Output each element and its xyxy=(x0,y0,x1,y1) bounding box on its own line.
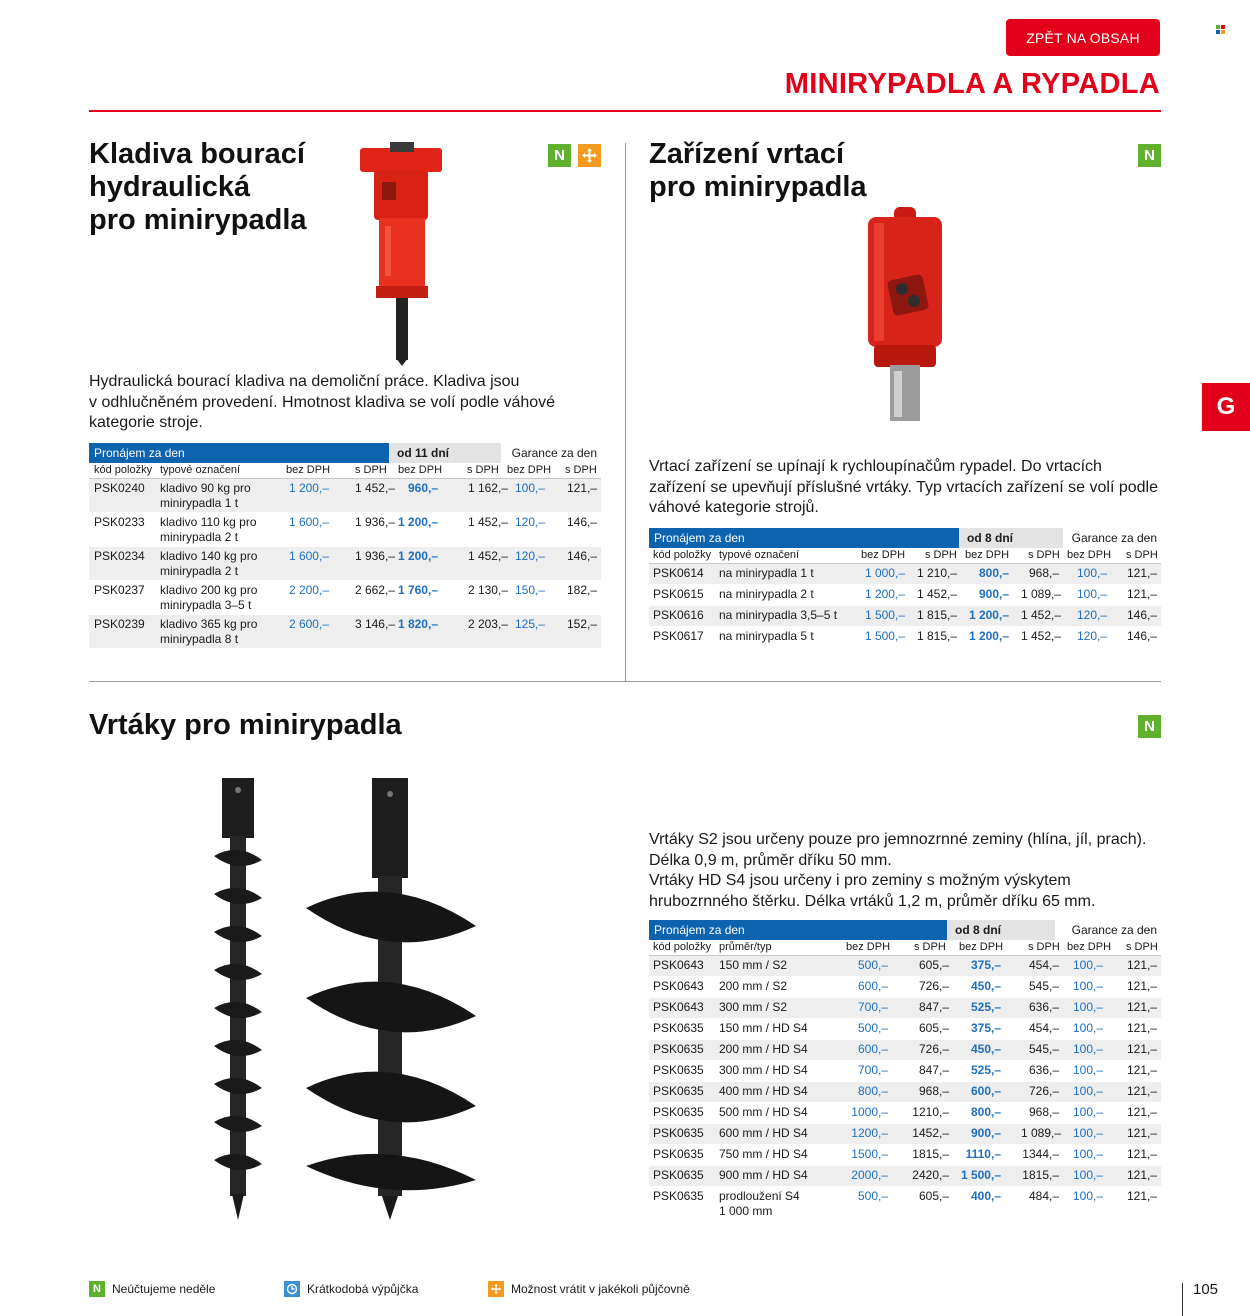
price-period: 960,– xyxy=(407,481,438,495)
guarantee-vat: 146,– xyxy=(1126,629,1157,643)
item-code: PSK0635 xyxy=(653,1105,704,1119)
guarantee: 125,– xyxy=(514,617,545,631)
price-rent: 2 200,– xyxy=(288,583,329,597)
item-name: kladivo 365 kg pro xyxy=(160,617,258,631)
guarantee: 100,– xyxy=(1076,566,1107,580)
price-rent: 500,– xyxy=(857,1189,888,1203)
item-code: PSK0614 xyxy=(653,566,704,580)
move-icon xyxy=(488,1281,504,1297)
price-period-vat: 968,– xyxy=(1028,566,1059,580)
guarantee: 150,– xyxy=(514,583,545,597)
price-rent-vat: 1 815,– xyxy=(917,608,958,622)
price-period-vat: 1344,– xyxy=(1022,1147,1059,1161)
item-name: 900 mm / HD S4 xyxy=(719,1168,808,1182)
item-code: PSK0237 xyxy=(94,583,145,597)
move-icon xyxy=(578,144,601,167)
rent-header: Pronájem za den xyxy=(89,443,389,463)
price-period: 1 200,– xyxy=(968,629,1009,643)
price-period-vat: 484,– xyxy=(1028,1189,1059,1203)
item-name: kladivo 140 kg pro xyxy=(160,549,258,563)
page-number-divider xyxy=(1182,1283,1183,1316)
drills-price-table xyxy=(649,528,1161,648)
price-period: 450,– xyxy=(970,1042,1001,1056)
price-rent-vat: 847,– xyxy=(918,1000,949,1014)
price-rent-vat: 1 452,– xyxy=(354,481,395,495)
item-name-line2: minirypadla 2 t xyxy=(160,564,239,578)
breakers-title: Kladiva bourací hydraulická pro minirypadla xyxy=(89,138,307,236)
price-rent: 1 500,– xyxy=(864,629,905,643)
short-rental-icon xyxy=(284,1281,300,1297)
price-rent: 800,– xyxy=(857,1084,888,1098)
guarantee: 120,– xyxy=(1076,608,1107,622)
column-headers: kód položky průměr/typ bez DPH s DPH bez DPH s DPH bez DPH s DPH xyxy=(649,940,1161,956)
price-period-vat: 454,– xyxy=(1028,1021,1059,1035)
item-code: PSK0635 xyxy=(653,1042,704,1056)
column-headers: kód položky typové označení bez DPH s DPH bez DPH s DPH bez DPH s DPH xyxy=(89,463,601,479)
augers-price-table xyxy=(649,920,1161,1219)
item-code: PSK0635 xyxy=(653,1084,704,1098)
price-rent: 1 200,– xyxy=(864,587,905,601)
item-name-line2: minirypadla 8 t xyxy=(160,632,239,646)
price-period: 1 200,– xyxy=(968,608,1009,622)
guarantee: 100,– xyxy=(1072,1063,1103,1077)
item-name: 150 mm / HD S4 xyxy=(719,1021,808,1035)
augers-image xyxy=(210,776,480,1222)
item-name-line2: minirypadla 1 t xyxy=(160,496,239,510)
price-rent-vat: 726,– xyxy=(918,1042,949,1056)
item-code: PSK0643 xyxy=(653,1000,704,1014)
price-rent-vat: 726,– xyxy=(918,979,949,993)
breakers-description: Hydraulická bourací kladiva na demoliční práce. Kladiva jsou v odhlučněném provedení. Hmotnost kladiva se volí podle váhové kategorie stroje. xyxy=(89,373,556,431)
price-period-vat: 636,– xyxy=(1028,1063,1059,1077)
price-rent-vat: 1 936,– xyxy=(354,549,395,563)
item-code: PSK0635 xyxy=(653,1126,704,1140)
guarantee: 100,– xyxy=(1072,1168,1103,1182)
price-period: 1 200,– xyxy=(397,515,438,529)
price-period: 800,– xyxy=(978,566,1009,580)
item-code: PSK0240 xyxy=(94,481,145,495)
price-rent: 2 600,– xyxy=(288,617,329,631)
price-period-vat: 1815,– xyxy=(1022,1168,1059,1182)
item-code: PSK0239 xyxy=(94,617,145,631)
guarantee-vat: 121,– xyxy=(1126,1105,1157,1119)
price-rent: 1 200,– xyxy=(288,481,329,495)
table-row xyxy=(649,977,1161,998)
rent-header: Pronájem za den xyxy=(649,528,959,548)
item-name: 200 mm / S2 xyxy=(719,979,788,993)
table-row xyxy=(649,585,1161,606)
price-rent: 1 600,– xyxy=(288,549,329,563)
item-code: PSK0643 xyxy=(653,958,704,972)
drills-title: Zařízení vrtací pro minirypadla xyxy=(649,138,867,203)
guarantee: 100,– xyxy=(1072,1021,1103,1035)
guarantee-header: Garance za den xyxy=(1071,531,1157,545)
price-period-vat: 1 162,– xyxy=(467,481,508,495)
guarantee: 100,– xyxy=(1072,1042,1103,1056)
item-name: na minirypadla 3,5–5 t xyxy=(719,608,838,622)
breakers-price-table xyxy=(89,443,601,649)
guarantee: 100,– xyxy=(514,481,545,495)
price-period-vat: 2 130,– xyxy=(467,583,508,597)
period-header: od 8 dní xyxy=(947,920,1055,940)
period-header: od 8 dní xyxy=(959,528,1063,548)
legend-return-anywhere xyxy=(488,1281,690,1297)
guarantee: 100,– xyxy=(1072,1105,1103,1119)
price-rent-vat: 1 815,– xyxy=(917,629,958,643)
item-code: PSK0635 xyxy=(653,1021,704,1035)
price-period: 400,– xyxy=(970,1189,1001,1203)
guarantee: 120,– xyxy=(1076,629,1107,643)
price-rent: 600,– xyxy=(857,1042,888,1056)
table-row xyxy=(649,1103,1161,1124)
price-period: 1 820,– xyxy=(397,617,438,631)
price-period-vat: 1 452,– xyxy=(467,515,508,529)
no-sunday-badge: N xyxy=(548,144,571,167)
legend-label: Neúčtujeme neděle xyxy=(112,1282,216,1296)
table-row xyxy=(649,956,1161,977)
price-period-vat: 454,– xyxy=(1028,958,1059,972)
guarantee-vat: 121,– xyxy=(1126,1042,1157,1056)
guarantee-vat: 121,– xyxy=(1126,1021,1157,1035)
price-period-vat: 1 452,– xyxy=(1021,629,1062,643)
table-row xyxy=(649,1187,1161,1219)
item-name: 400 mm / HD S4 xyxy=(719,1084,808,1098)
price-rent: 1200,– xyxy=(851,1126,888,1140)
item-name: kladivo 90 kg pro xyxy=(160,481,251,495)
item-name: prodloužení S4 xyxy=(719,1189,800,1203)
price-rent-vat: 2 662,– xyxy=(354,583,395,597)
hydraulic-breaker-image xyxy=(352,140,448,366)
price-period-vat: 1 452,– xyxy=(1021,608,1062,622)
price-rent-vat: 1452,– xyxy=(912,1126,949,1140)
guarantee-vat: 146,– xyxy=(566,515,597,529)
price-rent-vat: 1210,– xyxy=(912,1105,949,1119)
guarantee: 100,– xyxy=(1072,1084,1103,1098)
guarantee-vat: 121,– xyxy=(1126,958,1157,972)
section-divider xyxy=(89,681,1161,682)
column-headers: kód položky typové označení bez DPH s DPH bez DPH s DPH bez DPH s DPH xyxy=(649,548,1161,564)
item-name: 150 mm / S2 xyxy=(719,958,788,972)
price-rent: 600,– xyxy=(857,979,888,993)
price-period: 1110,– xyxy=(965,1147,1001,1161)
guarantee: 120,– xyxy=(514,549,545,563)
guarantee: 100,– xyxy=(1072,1000,1103,1014)
table-row xyxy=(649,564,1161,585)
table-row xyxy=(649,606,1161,627)
guarantee-vat: 152,– xyxy=(566,617,597,631)
price-period-vat: 545,– xyxy=(1028,1042,1059,1056)
item-name: 500 mm / HD S4 xyxy=(719,1105,808,1119)
guarantee-vat: 121,– xyxy=(1126,1000,1157,1014)
guarantee: 100,– xyxy=(1072,1147,1103,1161)
item-code: PSK0635 xyxy=(653,1189,704,1203)
price-period: 900,– xyxy=(970,1126,1001,1140)
no-sunday-badge: N xyxy=(1138,144,1161,167)
price-period-vat: 726,– xyxy=(1028,1084,1059,1098)
price-period: 1 500,– xyxy=(960,1168,1001,1182)
price-period-vat: 2 203,– xyxy=(467,617,508,631)
item-code: PSK0643 xyxy=(653,979,704,993)
legend-label: Možnost vrátit v jakékoli půjčovně xyxy=(511,1282,690,1296)
item-name: 200 mm / HD S4 xyxy=(719,1042,808,1056)
column-divider xyxy=(625,143,626,681)
price-period-vat: 1 089,– xyxy=(1021,587,1062,601)
price-rent-vat: 2420,– xyxy=(912,1168,949,1182)
item-code: PSK0617 xyxy=(653,629,704,643)
price-rent-vat: 605,– xyxy=(918,1189,949,1203)
back-to-contents-button[interactable]: ZPĚT NA OBSAH xyxy=(1006,19,1160,56)
guarantee-vat: 121,– xyxy=(1126,1063,1157,1077)
guarantee: 100,– xyxy=(1072,1126,1103,1140)
legend-short-rental xyxy=(284,1281,418,1297)
item-code: PSK0616 xyxy=(653,608,704,622)
guarantee-vat: 121,– xyxy=(1126,979,1157,993)
table-row xyxy=(649,1145,1161,1166)
guarantee-vat: 121,– xyxy=(1126,587,1157,601)
guarantee-vat: 121,– xyxy=(1126,1084,1157,1098)
item-name: kladivo 110 kg pro xyxy=(160,515,257,529)
table-row xyxy=(649,1040,1161,1061)
guarantee: 100,– xyxy=(1072,979,1103,993)
price-rent-vat: 605,– xyxy=(918,1021,949,1035)
price-rent-vat: 605,– xyxy=(918,958,949,972)
price-period: 525,– xyxy=(970,1000,1001,1014)
price-rent: 1 000,– xyxy=(864,566,905,580)
price-period: 1 760,– xyxy=(397,583,438,597)
page-number: 105 xyxy=(1193,1281,1219,1298)
item-name-line2: minirypadla 3–5 t xyxy=(160,598,252,612)
table-row xyxy=(649,1082,1161,1103)
price-rent: 2000,– xyxy=(851,1168,888,1182)
guarantee-vat: 121,– xyxy=(1126,1147,1157,1161)
corner-logo-icon xyxy=(1216,25,1225,34)
guarantee-header: Garance za den xyxy=(1071,923,1157,937)
price-period-vat: 545,– xyxy=(1028,979,1059,993)
price-rent-vat: 1 452,– xyxy=(917,587,958,601)
price-period-vat: 968,– xyxy=(1028,1105,1059,1119)
price-rent-vat: 968,– xyxy=(918,1084,949,1098)
price-rent-vat: 847,– xyxy=(918,1063,949,1077)
price-period: 525,– xyxy=(970,1063,1001,1077)
table-row xyxy=(649,627,1161,648)
price-period: 600,– xyxy=(970,1084,1001,1098)
chapter-tab[interactable]: G xyxy=(1202,383,1250,431)
rent-header: Pronájem za den xyxy=(649,920,947,940)
price-rent-vat: 1 210,– xyxy=(917,566,958,580)
table-row xyxy=(649,1019,1161,1040)
price-rent: 700,– xyxy=(857,1000,888,1014)
no-sunday-badge: N xyxy=(89,1281,105,1297)
guarantee-vat: 121,– xyxy=(1126,566,1157,580)
table-row xyxy=(89,615,601,649)
table-row xyxy=(649,1166,1161,1187)
table-row xyxy=(89,513,601,547)
drill-attachment-image xyxy=(864,205,946,423)
item-code: PSK0635 xyxy=(653,1063,704,1077)
header-divider xyxy=(89,110,1161,112)
item-name: na minirypadla 2 t xyxy=(719,587,814,601)
legend-label: Krátkodobá výpůjčka xyxy=(307,1282,419,1296)
price-rent-vat: 1 936,– xyxy=(354,515,395,529)
guarantee: 120,– xyxy=(514,515,545,529)
guarantee-vat: 121,– xyxy=(1126,1189,1157,1203)
price-rent: 500,– xyxy=(857,1021,888,1035)
table-row xyxy=(89,581,601,615)
item-name-line2: 1 000 mm xyxy=(719,1204,773,1218)
price-period: 1 200,– xyxy=(397,549,438,563)
price-rent: 700,– xyxy=(857,1063,888,1077)
guarantee-vat: 121,– xyxy=(566,481,597,495)
price-rent-vat: 1815,– xyxy=(912,1147,949,1161)
guarantee-vat: 182,– xyxy=(566,583,597,597)
section-title: MINIRYPADLA A RYPADLA xyxy=(784,68,1160,100)
drills-description: Vrtací zařízení se upínají k rychloupínačům rypadel. Do vrtacích zařízení se upevňují příslušné vrtáky. Typ vrtacích zařízení se volí podle váhové kategorie strojů. xyxy=(649,458,1158,516)
price-rent: 1 500,– xyxy=(864,608,905,622)
guarantee-vat: 146,– xyxy=(1126,608,1157,622)
guarantee: 100,– xyxy=(1076,587,1107,601)
price-rent: 1000,– xyxy=(851,1105,888,1119)
price-period-vat: 636,– xyxy=(1028,1000,1059,1014)
guarantee: 100,– xyxy=(1072,1189,1103,1203)
item-code: PSK0635 xyxy=(653,1168,704,1182)
price-rent: 1500,– xyxy=(851,1147,888,1161)
period-header: od 11 dní xyxy=(389,443,501,463)
item-name: 750 mm / HD S4 xyxy=(719,1147,808,1161)
price-period: 800,– xyxy=(970,1105,1001,1119)
table-row xyxy=(89,479,601,513)
price-period-vat: 1 089,– xyxy=(1021,1126,1062,1140)
price-rent-vat: 3 146,– xyxy=(354,617,395,631)
item-code: PSK0615 xyxy=(653,587,704,601)
item-name: 600 mm / HD S4 xyxy=(719,1126,808,1140)
augers-description: Vrtáky S2 jsou určeny pouze pro jemnozrnné zeminy (hlína, jíl, prach). Délka 0,9 m, průměr dříku 50 mm. Vrtáky HD S4 jsou určeny i pro zeminy s možným výskytem hrubozrnného štěrku. Délka vrtáků 1,2 m, průměr dříku 65 mm. xyxy=(649,831,1147,910)
item-name: 300 mm / S2 xyxy=(719,1000,788,1014)
table-row xyxy=(649,1061,1161,1082)
item-name-line2: minirypadla 2 t xyxy=(160,530,239,544)
item-code: PSK0233 xyxy=(94,515,145,529)
guarantee-vat: 121,– xyxy=(1126,1168,1157,1182)
price-period: 900,– xyxy=(978,587,1009,601)
item-name: kladivo 200 kg pro xyxy=(160,583,258,597)
item-name: na minirypadla 1 t xyxy=(719,566,814,580)
guarantee-header: Garance za den xyxy=(511,446,597,460)
guarantee: 100,– xyxy=(1072,958,1103,972)
legend-no-sunday xyxy=(89,1281,215,1297)
price-period: 375,– xyxy=(970,1021,1001,1035)
table-row xyxy=(649,998,1161,1019)
guarantee-vat: 121,– xyxy=(1126,1126,1157,1140)
item-name: na minirypadla 5 t xyxy=(719,629,814,643)
item-code: PSK0234 xyxy=(94,549,145,563)
table-row xyxy=(89,547,601,581)
price-period: 450,– xyxy=(970,979,1001,993)
item-name: 300 mm / HD S4 xyxy=(719,1063,808,1077)
price-period-vat: 1 452,– xyxy=(467,549,508,563)
no-sunday-badge: N xyxy=(1138,715,1161,738)
guarantee-vat: 146,– xyxy=(566,549,597,563)
table-row xyxy=(649,1124,1161,1145)
price-period: 375,– xyxy=(970,958,1001,972)
augers-title: Vrtáky pro minirypadla xyxy=(89,709,402,741)
price-rent: 1 600,– xyxy=(288,515,329,529)
item-code: PSK0635 xyxy=(653,1147,704,1161)
price-rent: 500,– xyxy=(857,958,888,972)
